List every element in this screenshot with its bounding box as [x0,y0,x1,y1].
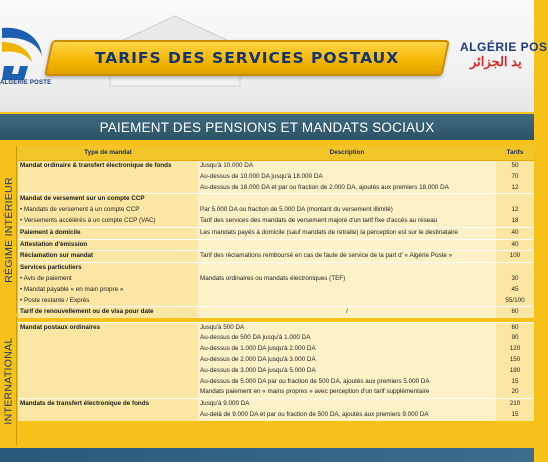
table-row [18,399,534,410]
brand-name-fr: ALGÉRIE POS [460,40,548,54]
cell-type [18,183,198,194]
algerie-poste-logo-icon [0,22,46,88]
cell-description: Mandats ordinaires ou mandats électroniques (TEF) [198,274,496,285]
table-row [18,183,534,194]
table-row [18,322,534,333]
cell-description: Au-delà de 9.000 DA et par ou fraction de 500 DA, ajoutés aux premiers 9.000 DA [198,410,496,421]
cell-type: • Versements accélérés à un compte CCP (VAC) [18,216,198,227]
cell-type: • Mandat payable « en main propre » [18,285,198,296]
cell-type [18,366,198,377]
cell-tarif [496,194,534,205]
table-row [18,205,534,216]
table-row [18,387,534,398]
cell-tarif: 100 [496,251,534,263]
page-title: TARIFS DES SERVICES POSTAUX [94,49,400,67]
cell-description: Au-dessus de 18.000 DA et par ou fraction de 2.000 DA, ajoutés aux premiers 18.000 DA [198,183,496,194]
cell-type: Tarif de renouvellement ou de visa pour date [18,307,198,318]
cell-type: Mandat ordinaire & transfert électronique de fonds [18,161,198,172]
group-label-international [0,317,17,445]
cell-type: Mandats de transfert électronique de fonds [18,399,198,410]
cell-type: • Mandats de versement à un compte CCP [18,205,198,216]
cell-tarif: 20 [496,387,534,398]
cell-tarif: 180 [496,366,534,377]
column-header-type: Type de mandat [18,146,198,161]
cell-tarif: 60 [496,322,534,333]
table-row [18,251,534,263]
table-row [18,194,534,205]
group-label-international-text: INTERNATIONAL [2,337,15,425]
footer-strip [0,448,534,462]
tariff-table [18,146,534,421]
table-row [18,161,534,172]
table-row [18,263,534,274]
cell-type: Mandat postaux ordinaires [18,322,198,333]
cell-description [198,296,496,307]
cell-description: Jusqu'à 500 DA [198,322,496,333]
cell-description: Jusqu'à 9.000 DA [198,399,496,410]
table-row [18,344,534,355]
table-row [18,216,534,227]
cell-tarif: 150 [496,355,534,366]
cell-tarif: 40 [496,227,534,239]
cell-tarif: 210 [496,399,534,410]
cell-tarif: 90 [496,333,534,344]
cell-description: Les mandats payés à domicile (sauf mandats de retraite) la perception est sur le destinataire [198,227,496,239]
cell-type: • Poste restante / Exprès [18,296,198,307]
cell-type [18,387,198,398]
cell-type [18,172,198,183]
table-row [18,227,534,239]
table-row [18,410,534,421]
cell-type: Mandat de versement sur un compte CCP [18,194,198,205]
section-title: PAIEMENT DES PENSIONS ET MANDATS SOCIAUX [0,114,534,140]
cell-tarif: 12 [496,205,534,216]
cell-description: Par 5.000 DA ou fraction de 5.000 DA (montant du versement illimité) [198,205,496,216]
cell-tarif: 50 [496,161,534,172]
cell-description: Au-dessus de 3.000 DA jusqu'à 5.000 DA [198,366,496,377]
cell-description: Au-dessus de 2.000 DA jusqu'à 3.000 DA [198,355,496,366]
table-body [18,161,534,421]
cell-type: Réclamation sur mandat [18,251,198,263]
table-header-row [18,146,534,161]
cell-type [18,410,198,421]
group-label-interieur [0,146,17,313]
cell-description: Tarif des réclamations remboursé en cas de faute de service de la part d' « Algérie Poste » [198,251,496,263]
table-row [18,377,534,388]
cell-description: Tarif des services des mandats de versement majoré d'un tarif fixe d'accès au réseau [198,216,496,227]
cell-tarif: 120 [496,344,534,355]
column-header-description: Description [198,146,496,161]
cell-tarif: 18 [496,216,534,227]
cell-tarif: 12 [496,183,534,194]
table-row [18,296,534,307]
table-row [18,239,534,251]
cell-description [198,263,496,274]
table-row [18,355,534,366]
cell-description: / [198,307,496,318]
cell-description: Mandats paiement en « mains propres » avec perception d'un tarif supplémentaire [198,387,496,398]
cell-description: Au-dessus de 500 DA jusqu'à 1.000 DA [198,333,496,344]
table-row [18,333,534,344]
table-row [18,366,534,377]
cell-tarif: 60 [496,307,534,318]
cell-tarif [496,263,534,274]
cell-type: • Avis de paiement [18,274,198,285]
cell-type [18,333,198,344]
cell-type [18,355,198,366]
cell-description: Au-dessus de 5.000 DA par ou fraction de 500 DA, ajoutés aux premiers 5.000 DA [198,377,496,388]
cell-description [198,194,496,205]
cell-tarif: 55/100 [496,296,534,307]
cell-type [18,377,198,388]
cell-description: Au-dessus de 10.000 DA jusqu'à 18.000 DA [198,172,496,183]
cell-type: Attestation d'émission [18,239,198,251]
cell-description [198,239,496,251]
cell-description [198,285,496,296]
column-header-tarifs: Tarifs [496,146,534,161]
cell-type: Services particuliers [18,263,198,274]
cell-tarif: 15 [496,410,534,421]
cell-tarif: 40 [496,239,534,251]
table-row [18,307,534,318]
page-header [0,0,548,112]
cell-tarif: 15 [496,377,534,388]
cell-type: Paiement à domicile [18,227,198,239]
table-row [18,285,534,296]
logo-caption: ALGÉRIE POSTE [0,80,52,86]
group-label-interieur-text: RÉGIME INTÉRIEUR [2,176,15,283]
cell-tarif: 70 [496,172,534,183]
cell-tarif: 45 [496,285,534,296]
table-row [18,172,534,183]
cell-description: Jusqu'à 10.000 DA [198,161,496,172]
cell-tarif: 30 [496,274,534,285]
brand-name-ar: يد الجزائر [470,54,522,69]
cell-description: Au-dessus de 1.000 DA jusqu'à 2.000 DA [198,344,496,355]
cell-type [18,344,198,355]
table-row [18,274,534,285]
